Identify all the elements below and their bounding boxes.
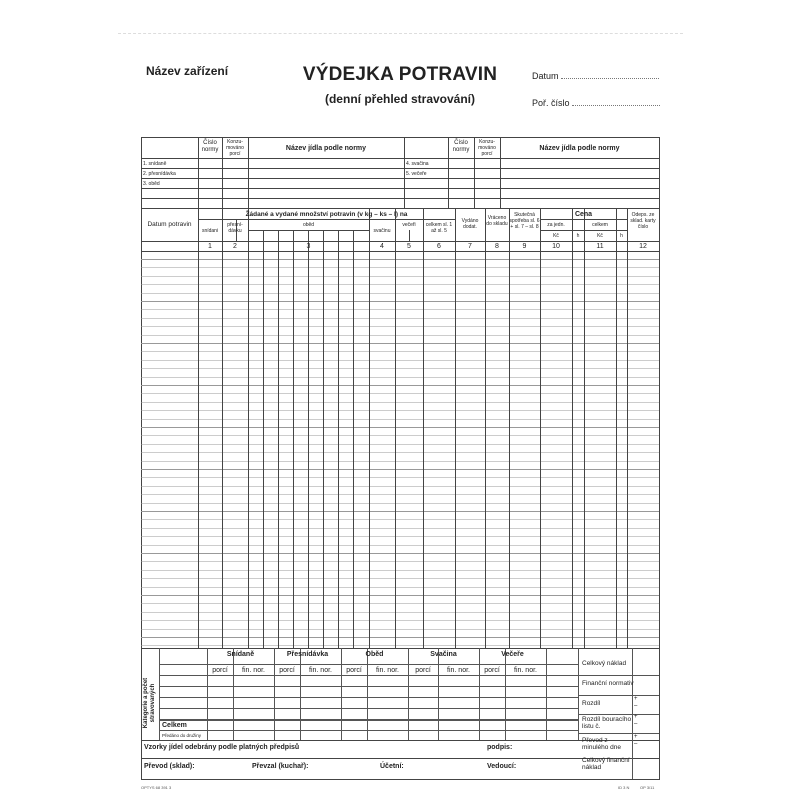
col-dish-name-right: Název jídla podle normy — [539, 145, 620, 152]
accountant-label: Účetní: — [380, 763, 404, 770]
col-num: 6 — [437, 243, 441, 250]
sum-meal-dinner: Večeře — [501, 651, 524, 658]
col-num: 3 — [306, 243, 311, 250]
facility-label: Název zařízení — [146, 64, 229, 78]
total-price: celkem — [592, 222, 608, 228]
col-dish-name-left: Název jídla podle normy — [285, 145, 367, 152]
vertical-label: Kategorie a počet stravovaných — [143, 677, 156, 729]
sub-breakfast: snídani — [201, 228, 219, 234]
sub-dinner: večeři — [402, 222, 416, 228]
sum-portions: porcí — [279, 667, 295, 674]
code-mid: ID 3 N — [618, 785, 630, 790]
col-num: 4 — [380, 243, 384, 250]
quantity-header: Žádané a vydané množství potravin (v kg – ks – l) na — [245, 211, 408, 218]
sum-fin-norm: fin. nor. — [309, 667, 332, 674]
plus-minus-2: + – — [634, 714, 638, 727]
sum-fin-norm: fin. nor. — [376, 667, 399, 674]
sum-portions: porcí — [346, 667, 362, 674]
h-unit: h — [576, 233, 580, 239]
page-title: VÝDEJKA POTRAVIN — [302, 64, 498, 85]
meal-lunch: 3. oběd — [143, 181, 160, 187]
col-norm-number-left: Číslo normy — [201, 140, 219, 153]
code-left: OPTYS 68 391 3 — [141, 785, 172, 790]
sum-portions: porcí — [484, 667, 500, 674]
sub-lunch: oběd — [302, 222, 315, 228]
sum-total-label: Celkem — [162, 722, 187, 729]
col-num: 7 — [468, 243, 472, 250]
meal-afternoon: 4. svačina — [406, 161, 429, 167]
col-consumed-right: Konzu- mováno porcí — [478, 139, 496, 157]
sum-meal-snack: Přesnídávka — [286, 651, 329, 658]
meal-breakfast: 1. snídaně — [143, 161, 167, 167]
page-subtitle: (denní přehled stravování) — [324, 92, 476, 106]
signature-label: podpis: — [487, 744, 513, 751]
date-label: Datum — [532, 71, 559, 81]
sub-afternoon: svačinu — [373, 228, 391, 234]
col-num: 11 — [596, 243, 604, 250]
samples-label: Vzorky jídel odebrány podle platných předpisů — [144, 744, 300, 751]
transfer-store-label: Převod (sklad): — [144, 763, 195, 770]
sum-portions: porcí — [212, 667, 228, 674]
manager-label: Vedoucí: — [487, 763, 517, 770]
plus-minus-3: + – — [634, 734, 638, 747]
czk-unit: Kč — [553, 233, 559, 239]
transferred-label: Předáno do družiny — [162, 733, 202, 738]
vertical-label-box — [141, 666, 159, 736]
date-header: Datum potravin — [147, 221, 192, 228]
col-norm-number-right: Číslo normy — [452, 140, 470, 153]
col-num: 10 — [552, 243, 560, 250]
col-consumed-left: Konzu- mováno porcí — [226, 139, 244, 157]
meal-dinner: 5. večeře — [406, 171, 427, 177]
per-unit: za jedn. — [547, 222, 565, 228]
total-fin-cost-label: Celkový finanční náklad — [582, 757, 630, 771]
returned: Vráceno do skladu — [486, 215, 508, 227]
difference-label: Rozdíl — [582, 700, 601, 707]
col-num: 12 — [639, 243, 647, 250]
demolition-diff-label: Rozdíl bouracího listu č. — [582, 716, 632, 730]
plus-minus-1: + – — [634, 696, 638, 709]
issued-extra: Vydáno dodat. — [461, 218, 479, 230]
fin-norm-label: Finanční normativ — [582, 680, 634, 687]
col-num: 9 — [522, 243, 527, 250]
prev-day-label: Převod z minulého dne — [582, 737, 622, 751]
sum-meal-lunch: Oběd — [365, 651, 384, 658]
col-num: 1 — [208, 243, 212, 250]
col-num: 2 — [233, 243, 237, 250]
price-header: Cena — [574, 211, 593, 218]
col-num: 5 — [407, 243, 411, 250]
sum-fin-norm: fin. nor. — [242, 667, 265, 674]
sum-fin-norm: fin. nor. — [447, 667, 470, 674]
number-label: Poř. číslo — [532, 98, 570, 108]
col-num: 8 — [495, 243, 499, 250]
h-total: h — [620, 233, 623, 239]
sum-meal-afternoon: Svačina — [430, 651, 457, 658]
code-right: OP 3/11 — [640, 785, 655, 790]
sub-total: celkem sl. 1 až sl. 5 — [425, 222, 453, 234]
sub-snack: přesní- dávku — [227, 222, 243, 234]
received-cook-label: Převzal (kuchař): — [252, 763, 309, 770]
actual-consumption: Skutečná spotřeba sl. 6 + sl. 7 – sl. 8 — [509, 212, 540, 230]
meal-snack: 2. přesnídávka — [143, 171, 176, 177]
total-cost-label: Celkový náklad — [582, 660, 627, 667]
sum-fin-norm: fin. nor. — [514, 667, 537, 674]
write-off: Odeps. ze sklad. karty číslo — [630, 212, 656, 230]
czk-total: Kč — [597, 233, 603, 239]
sum-portions: porcí — [415, 667, 431, 674]
sum-meal-breakfast: Snídaně — [226, 651, 255, 658]
